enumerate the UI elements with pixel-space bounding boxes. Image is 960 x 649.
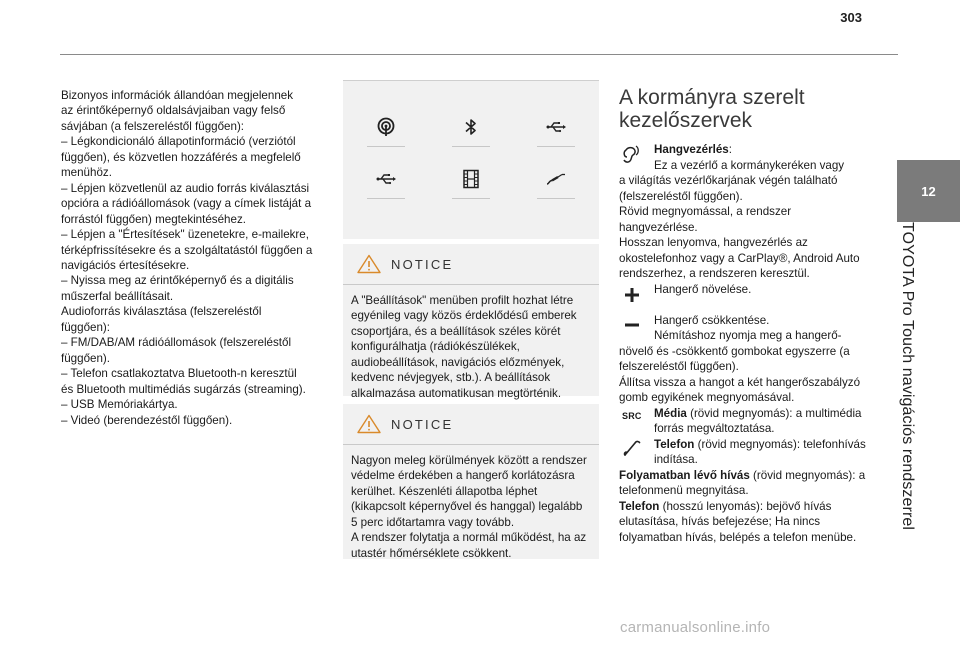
text-line: Hosszan lenyomva, hangvezérlés az [619, 236, 808, 249]
text-line: sávjában (a felszereléstől függően): [61, 119, 245, 133]
ongoing-rest: (rövid megnyomás): a [749, 468, 866, 482]
text-line: Bizonyos információk állandóan megjelennek [61, 89, 294, 102]
volume-up-text: Hangerő növelése. [654, 282, 752, 296]
media-rest: (rövid megnyomás): a multimédia [686, 406, 862, 420]
text-line: felszereléstől függően). [619, 360, 739, 373]
volume-down-text: Hangerő csökkentése. [654, 313, 770, 327]
text-line: Ez a vezérlő a kormánykeréken vagy [654, 158, 845, 172]
chapter-tab: 12 [897, 160, 960, 222]
text-line: és Bluetooth multimédiás sugárzás (streaming). [61, 382, 306, 396]
text-line: Audioforrás kiválasztása (felszereléstől [61, 305, 262, 319]
section-title-line: kezelőszervek [619, 109, 753, 132]
icon-underline [367, 198, 405, 199]
text-line: folyamatban hívás, belépés a telefon menübe. [619, 530, 857, 544]
bluetooth-icon [461, 117, 481, 137]
text-line: menühöz. [61, 166, 112, 180]
text-line: – Telefon csatlakoztatva Bluetooth-n keresztül [61, 367, 297, 381]
text-line: növelő és -csökkentő gombokat egyszerre (a [619, 344, 850, 358]
text-line: – USB Memóriakártya. [61, 398, 178, 412]
media-bold: Média [654, 406, 687, 420]
text-line: forrástól függően) megtekintéséhez. [61, 212, 246, 226]
text-line: Állítsa vissza a hangot a két hangerőszabályzó [619, 375, 861, 389]
usb-cell [514, 117, 599, 147]
text-line: utastér hőmérséklete csökkent. [351, 546, 512, 560]
phone-rest: (rövid megnyomás): telefonhívás [694, 437, 866, 451]
text-line: elutasítása, hívás befejezése; Ha nincs [619, 515, 821, 528]
text-line: – Nyissa meg az érintőképernyő és a digitális [61, 274, 294, 288]
icon-underline [537, 146, 575, 147]
text-line: – Légkondicionáló állapotinformáció (verziótól [61, 135, 296, 149]
text-line: Nagyon meleg körülmények között a rendszer [351, 454, 587, 467]
phone-bold: Telefon [654, 437, 695, 451]
text-line: műszerfal beállításait. [61, 289, 174, 303]
text-line: alkalmazása automatikusan megtörténik. [351, 386, 562, 400]
watermark: carmanualsonline.info [620, 619, 771, 636]
long-press-bold: Telefon [619, 499, 660, 513]
text-line: – Lépjen közvetlenül az audio forrás kiválasztási [61, 181, 310, 195]
usb-icon [546, 117, 566, 137]
radio-cell [343, 117, 428, 147]
text-line: (kikapcsolt képernyővel és hanggal) legalább [351, 500, 583, 514]
text-line: navigációs értesítésekre. [61, 258, 190, 272]
section-title-line: A kormányra szerelt [619, 86, 805, 109]
icon-underline [537, 198, 575, 199]
audio-source-icons-panel [343, 80, 599, 239]
phone-handset-icon [623, 439, 641, 457]
bluetooth-cell [428, 117, 513, 147]
text-line: telefonmenü megnyitása. [619, 484, 749, 497]
video-film-icon [461, 169, 481, 189]
usb-cell-2 [343, 169, 428, 199]
chapter-title-text: TOYOTA Pro Touch navigációs rendszerrel [899, 222, 916, 531]
text-line: függően), és közvetlen hozzáférés a megfelelő [61, 150, 301, 164]
ongoing-bold: Folyamatban lévő hívás [619, 468, 750, 482]
text-line: rendszerhez, a rendszeren keresztül. [619, 267, 810, 280]
text-line: A "Beállítások" menüben profilt hozhat létre [351, 294, 574, 307]
aux-cell [514, 169, 599, 199]
phone-text [654, 437, 866, 452]
section-title [619, 86, 869, 132]
text-line: – Videó (berendezéstől függően). [61, 413, 233, 427]
icon-underline [367, 146, 405, 147]
text-line: audiobeállítások, navigációs előzmények, [351, 355, 565, 369]
text-line: forrás megváltoztatása. [654, 422, 775, 435]
text-line: kedvenc névjegyek, stb.). A beállítások [351, 371, 551, 385]
text-line: A rendszer folytatja a normál működést, ha az [351, 531, 587, 545]
voice-heading-bold: Hangvezérlés [654, 143, 729, 156]
text-line: térképfrissítésekre és a szolgáltatástól függően a [61, 243, 313, 257]
video-cell [428, 169, 513, 199]
notice-label: NOTICE [391, 416, 454, 432]
text-line: egyénileg vagy közös érdeklődésű emberek [351, 309, 577, 323]
header-rule [60, 54, 898, 55]
text-line: – FM/DAB/AM rádióállomások (felszereléstől [61, 336, 292, 350]
ongoing-call-text [619, 468, 865, 483]
text-line: csoportjára, és a beállítások széles körét [351, 324, 561, 338]
voice-command-icon [621, 143, 643, 165]
usb-icon [376, 169, 396, 189]
text-line: függően): [61, 320, 110, 334]
text-line: a világítás vezérlőkarjának végén található [619, 174, 838, 187]
src-icon: SRC [622, 411, 642, 421]
radio-signal-icon [376, 117, 396, 137]
text-line: opcióra a rádióállomások (vagy a címek listáját a [61, 197, 312, 211]
text-line: gomb egyikének megnyomásával. [619, 391, 795, 404]
voice-heading [654, 142, 732, 157]
steering-controls-section [619, 86, 869, 544]
notice-box-settings [343, 244, 599, 400]
text-line: hangvezérlése. [619, 220, 698, 234]
notice-label: NOTICE [391, 256, 454, 272]
voice-heading-colon: : [728, 143, 732, 156]
text-line: okostelefonhoz vagy a CarPlay®, Android Auto [619, 251, 860, 265]
warning-triangle-icon [357, 414, 381, 434]
chapter-title [892, 222, 922, 531]
intro-text [61, 88, 331, 428]
text-line: konfigurálhatja (rádiókészülékek, [351, 340, 520, 354]
aux-jack-icon [546, 169, 566, 189]
text-line: az érintőképernyő oldalsávjaiban vagy felső [61, 104, 286, 118]
text-line: 5 perc időtartamra vagy tovább. [351, 515, 515, 529]
page-number: 303 [840, 10, 862, 25]
text-line: (felszereléstől függően). [619, 189, 743, 203]
long-press-rest: (hosszú lenyomás): bejövő hívás [659, 499, 832, 513]
media-text [654, 406, 861, 421]
icon-underline [452, 198, 490, 199]
text-line: indítása. [654, 453, 698, 466]
long-press-text [619, 499, 831, 514]
notice-box-temperature [343, 404, 599, 559]
icon-underline [452, 146, 490, 147]
text-line: kerülhet. Készenléti állapotba léphet [351, 484, 538, 498]
minus-icon [624, 323, 640, 327]
plus-icon [624, 287, 640, 303]
text-line: védelme érdekében a hangerő korlátozásra [351, 469, 575, 483]
text-line: – Lépjen a "Értesítések" üzenetekre, e-mailekre, [61, 228, 309, 242]
warning-triangle-icon [357, 254, 381, 274]
text-line: függően). [61, 351, 110, 365]
text-line: Némításhoz nyomja meg a hangerő- [654, 329, 842, 342]
text-line: Rövid megnyomással, a rendszer [619, 205, 792, 218]
